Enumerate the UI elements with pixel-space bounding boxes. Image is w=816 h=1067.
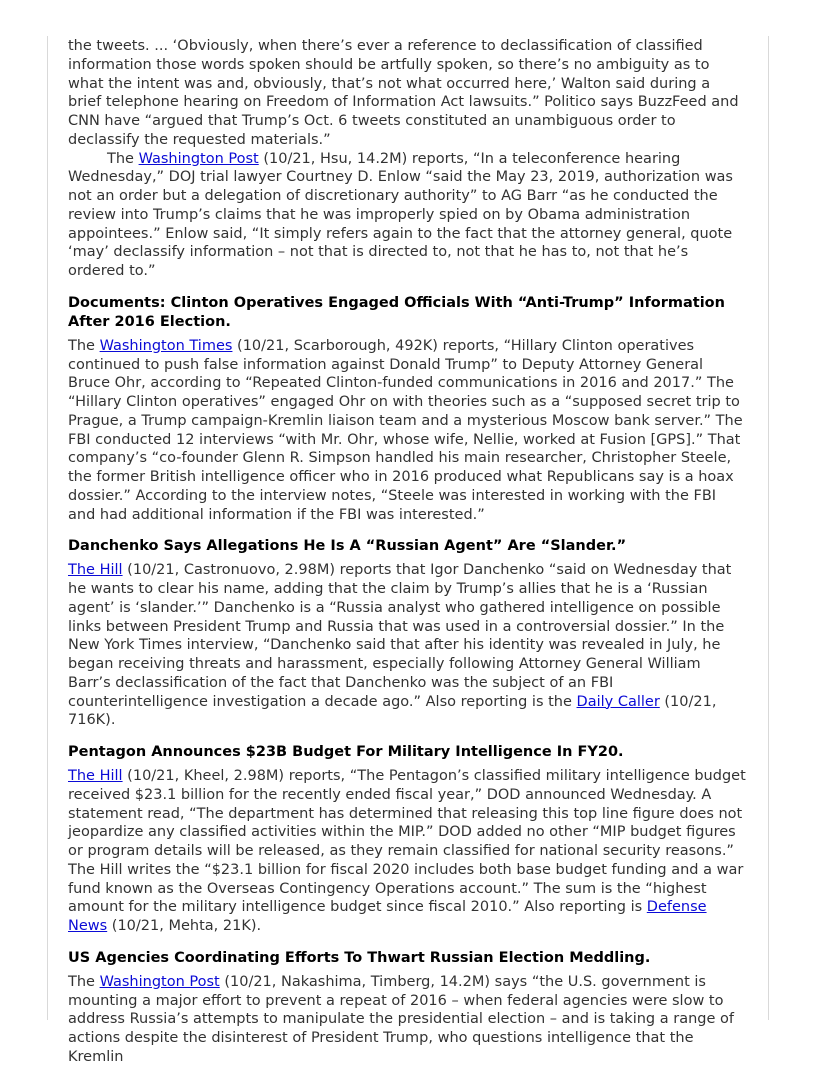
article-paragraph [68, 973, 746, 1067]
source-link[interactable]: Washington Times [99, 337, 233, 354]
article-section [68, 37, 746, 281]
source-link[interactable]: Washington Post [99, 973, 220, 990]
paragraph-text: (10/21, Scarborough, 492K) reports, “Hillary Clinton operatives continued to push false information against Donald Trump” to Deputy Attorney General Bruce Ohr, according to “Repeated Clinton-funded communications in 2016 and 2017.” The “Hillary Clinton operatives” engaged Ohr on with theories such as a “supposed secret trip to Prague, a Trump campaign-Kremlin liaison team and a mysterious Moscow bank server.” The FBI conducted 12 interviews “with Mr. Ohr, whose wife, Nellie, worked at Fusion [GPS].” That company’s “co-founder Glenn R. Simpson handled his main researcher, Christopher Steele, the former British intelligence officer who in 2016 produced what Republicans say is a hoax dossier.” According to the interview notes, “Steele was interested in working with the FBI and had additional information if the FBI was interested.” [68, 337, 743, 523]
paragraph-text: (10/21, 716K). [68, 693, 717, 729]
source-link[interactable]: Washington Post [138, 150, 259, 167]
paragraph-text: the tweets. ... ‘Obviously, when there’s ever a reference to declassification of classified information those words spoken should be artfully spoken, so there’s no ambiguity as to what the intent was and, obviously, that’s not what occurred here,’ Walton said during a brief telephone hearing on Freedom of Information Act lawsuits.” Politico says BuzzFeed and CNN have “argued that Trump’s Oct. 6 tweets constituted an unambiguous order to declassify the requested materials.” [68, 38, 739, 148]
paragraph-text: The [68, 337, 100, 354]
article-section [68, 294, 746, 525]
left-margin-rule [47, 36, 48, 1020]
source-link[interactable]: The Hill [68, 768, 123, 784]
paragraph-text: (10/21, Hsu, 14.2M) reports, “In a teleconference hearing Wednesday,” DOJ trial lawyer Courtney D. Enlow “said the May 23, 2019, authorization was not an order but a delegation of discretionary authority” to AG Barr “as he conducted the review into Trump’s claims that he was improperly spied on by Obama administration appointees.” Enlow said, “It simply refers again to the fact that the attorney general, quote ‘may’ declassify information – not that is directed to, not that he has to, not that he’s ordered to.” [68, 150, 733, 279]
article-section [68, 949, 746, 1067]
paragraph-text: The [68, 973, 100, 990]
article-paragraph [68, 337, 746, 525]
paragraph-text: (10/21, Castronuovo, 2.98M) reports that Igor Danchenko “said on Wednesday that he wants to clear his name, adding that the claim by Trump’s allies that he is a ‘Russian agent’ is ‘slander.’” Danchenko is a “Russia analyst who gathered intelligence on possible links between President Trump and Russia that was used in a controversial dossier.” In the New York Times interview, “Danchenko said that after his identity was revealed in July, he began receiving threats and harassment, especially following Attorney General William Barr’s declassification of the fact that Danchenko was the subject of an FBI counterintelligence investigation a decade ago.” Also reporting is the [68, 562, 732, 710]
article-headline: US Agencies Coordinating Efforts To Thwart Russian Election Meddling. [68, 949, 651, 966]
source-link[interactable]: Defense News [68, 899, 707, 934]
paragraph-text: (10/21, Mehta, 21K). [107, 918, 262, 934]
document-content [68, 37, 746, 1067]
paragraph-text: (10/21, Nakashima, Timberg, 14.2M) says “the U.S. government is mounting a major effort to prevent a repeat of 2016 – when federal agencies were slow to address Russia’s attempts to manipulate the presidential election – and is taking a range of actions despite the disinterest of President Trump, who questions intelligence that the Kremlin [68, 973, 734, 1065]
paragraph-text: (10/21, Kheel, 2.98M) reports, “The Pentagon’s classified military intelligence budget received $23.1 billion for the recently ended fiscal year,” DOD announced Wednesday. A statement read, “The department has determined that releasing this top line figure does not jeopardize any classified activities within the MIP.” DOD added no other “MIP budget figures or program details will be released, as they remain classified for national security reasons.” The Hill writes the “$23.1 billion for fiscal 2020 includes both base budget funding and a war fund known as the Overseas Contingency Operations account.” The sum is the “highest amount for the military intelligence budget since fiscal 2010.” Also reporting is [68, 768, 746, 916]
article-headline: Documents: Clinton Operatives Engaged Officials With “Anti-Trump” Information After 2016 Election. [68, 294, 725, 330]
source-link[interactable]: Daily Caller [576, 693, 660, 710]
article-headline: Danchenko Says Allegations He Is A “Russian Agent” Are “Slander.” [68, 538, 627, 555]
article-paragraph [68, 150, 746, 281]
source-link[interactable]: The Hill [68, 562, 123, 579]
paragraph-text: The [107, 150, 139, 167]
article-paragraph [68, 561, 746, 730]
article-section [68, 743, 746, 936]
article-section [68, 537, 746, 730]
article-paragraph [68, 767, 746, 936]
right-margin-rule [768, 36, 769, 1020]
article-headline: Pentagon Announces $23B Budget For Military Intelligence In FY20. [68, 744, 624, 760]
article-paragraph [68, 37, 746, 150]
